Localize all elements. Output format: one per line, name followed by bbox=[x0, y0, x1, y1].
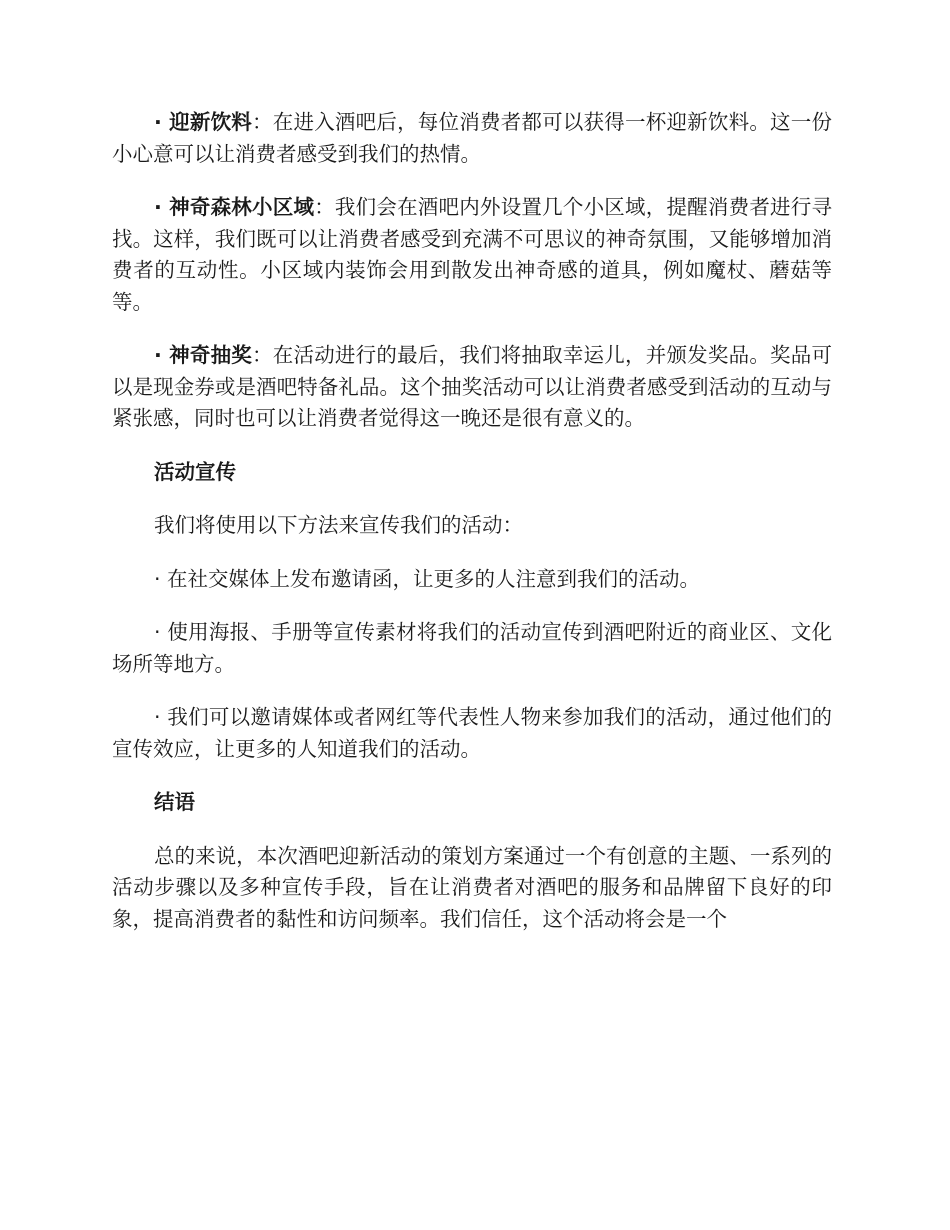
activity-term: · 神奇森林小区域 bbox=[154, 195, 315, 219]
activity-item-welcome-drink bbox=[112, 107, 832, 170]
activity-item-lottery bbox=[112, 340, 832, 435]
promo-item: · 我们可以邀请媒体或者网红等代表性人物来参加我们的活动，通过他们的宣传效应，让更多的人知道我们的活动。 bbox=[112, 705, 832, 761]
conclusion-paragraph: 总的来说，本次酒吧迎新活动的策划方案通过一个有创意的主题、一系列的活动步骤以及多种宣传手段，旨在让消费者对酒吧的服务和品牌留下良好的印象，提高消费者的黏性和访问频率。我们信任，这个活动将会是一个 bbox=[112, 843, 832, 931]
activity-term: · 迎新饮料 bbox=[154, 110, 253, 134]
promo-intro: 我们将使用以下方法来宣传我们的活动： bbox=[154, 513, 523, 537]
promo-item: · 使用海报、手册等宣传素材将我们的活动宣传到酒吧附近的商业区、文化场所等地方。 bbox=[112, 620, 832, 676]
promo-item: · 在社交媒体上发布邀请函，让更多的人注意到我们的活动。 bbox=[154, 566, 701, 591]
promo-heading: 活动宣传 bbox=[154, 459, 236, 484]
document-page bbox=[112, 107, 832, 957]
activity-description: ：在进入酒吧后，每位消费者都可以获得一杯迎新饮料。这一份小心意可以让消费者感受到我们的热情。 bbox=[112, 110, 832, 166]
activity-description: ：我们会在酒吧内外设置几个小区域，提醒消费者进行寻找。这样，我们既可以让消费者感受到充满不可思议的神奇氛围，又能够增加消费者的互动性。小区域内装饰会用到散发出神奇感的道具，例如魔杖、蘑菇等等。 bbox=[112, 195, 832, 314]
conclusion-heading: 结语 bbox=[154, 790, 195, 814]
activity-item-forest-zone bbox=[112, 192, 832, 318]
activity-term: · 神奇抽奖 bbox=[154, 343, 253, 367]
activity-description: ：在活动进行的最后，我们将抽取幸运儿，并颁发奖品。奖品可以是现金券或是酒吧特备礼品。这个抽奖活动可以让消费者感受到活动的互动与紧张感，同时也可以让消费者觉得这一晚还是很有意义的。 bbox=[112, 343, 832, 430]
